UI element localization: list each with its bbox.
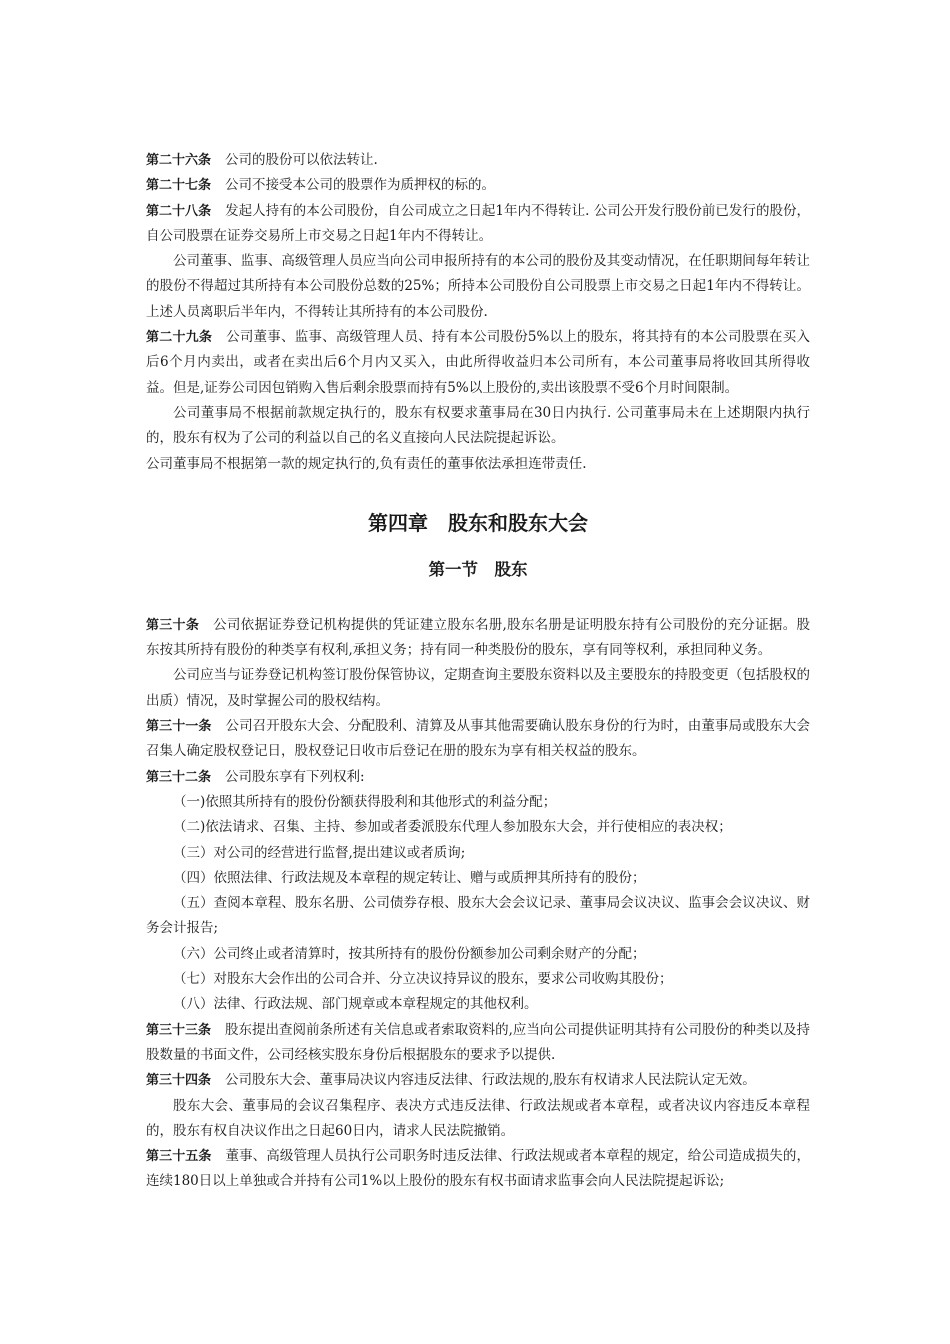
article-number: 第三十条: [146, 617, 200, 633]
article-number: 第二十六条: [146, 153, 212, 168]
article-26: [146, 148, 810, 173]
article-30: [146, 613, 810, 664]
article-text: 公司不接受本公司的股票作为质押权的标的。: [225, 177, 496, 194]
article-text: 董事、高级管理人员执行公司职务时违反法律、行政法规或者本章程的规定，给公司造成损失的，连续180日以上单独或合并持有公司1%以上股份的股东有权书面请求监事会向人民法院提起诉讼;: [146, 1148, 810, 1190]
article-28-paragraph-2: 公司董事、监事、高级管理人员应当向公司申报所持有的本公司的股份及其变动情况，在任职期间每年转让的股份不得超过其所持有本公司股份总数的25%；所持本公司股份自公司股票上市交易之日起1年内不得转让。上述人员离职后半年内，不得转让其所持有的本公司股份.: [146, 253, 810, 320]
article-30-paragraph-2: 公司应当与证券登记机构签订股份保管协议，定期查询主要股东资料以及主要股东的持股变更（包括股权的出质）情况，及时掌握公司的股权结构。: [146, 667, 810, 709]
rights-item-5: （五）查阅本章程、股东名册、公司债券存根、股东大会会议记录、董事局会议决议、监事会会议决议、财务会计报告;: [146, 895, 810, 937]
article-text: 公司董事、监事、高级管理人员、持有本公司股份5%以上的股东，将其持有的本公司股票在买入后6个月内卖出，或者在卖出后6个月内又买入，由此所得收益归本公司所有，本公司董事局将收回其所得收益。但是,证券公司因包销购入售后剩余股票而持有5%以上股份的,卖出该股票不受6个月时间限制。: [146, 329, 810, 396]
rights-item-1: （一)依照其所持有的股份份额获得股利和其他形式的利益分配；: [173, 793, 557, 810]
rights-item-4: （四）依照法律、行政法规及本章程的规定转让、赠与或质押其所持有的股份；: [173, 869, 646, 886]
article-text: 公司股东大会、董事局决议内容违反法律、行政法规的,股东有权请求人民法院认定无效。: [225, 1072, 756, 1089]
article-text: 发起人持有的本公司股份，自公司成立之日起1年内不得转让. 公司公开发行股份前已发行的股份，自公司股票在证券交易所上市交易之日起1年内不得转让。: [146, 202, 810, 244]
article-32: [146, 765, 810, 790]
article-35: [146, 1144, 810, 1195]
article-number: 第三十四条: [146, 1073, 212, 1089]
article-27: [146, 173, 810, 198]
rights-item-3: （三）对公司的经营进行监督,提出建议或者质询;: [173, 844, 466, 861]
rights-item-7: （七）对股东大会作出的公司合并、分立决议持异议的股东，要求公司收购其股份；: [173, 971, 673, 988]
article-number: 第二十七条: [146, 178, 212, 194]
article-number: 第三十五条: [146, 1149, 212, 1165]
article-text: 公司的股份可以依法转让.: [225, 152, 378, 168]
article-29: [146, 325, 810, 401]
article-number: 第二十八条: [146, 203, 212, 219]
article-28: [146, 199, 810, 250]
chapter-title: 第四章 股东和股东大会: [368, 510, 588, 535]
article-number: 第二十九条: [146, 330, 213, 346]
article-29-paragraph-2: 公司董事局不根据前款规定执行的，股东有权要求董事局在30日内执行. 公司董事局未在上述期限内执行的，股东有权为了公司的利益以自己的名义直接向人民法院提起诉讼。: [146, 404, 810, 447]
article-text: 公司股东享有下列权利:: [225, 768, 365, 785]
article-text: 公司依据证券登记机构提供的凭证建立股东名册,股东名册是证明股东持有公司股份的充分证据。股东按其所持有股份的种类享有权利,承担义务；持有同一种类股份的股东，享有同等权利，承担同种义务。: [146, 616, 810, 659]
rights-item-2: （二)依法请求、召集、主持、参加或者委派股东代理人参加股东大会，并行使相应的表决权；: [173, 819, 732, 836]
article-text: 股东提出查阅前条所述有关信息或者索取资料的,应当向公司提供证明其持有公司股份的种类以及持股数量的书面文件，公司经核实股东身份后根据股东的要求予以提供.: [146, 1021, 810, 1063]
article-number: 第三十二条: [146, 769, 212, 785]
rights-item-8: （八）法律、行政法规、部门规章或本章程规定的其他权利。: [173, 996, 538, 1013]
article-33: [146, 1018, 810, 1069]
rights-item-6: （六）公司终止或者清算时，按其所持有的股份份额参加公司剩余财产的分配；: [173, 945, 646, 962]
article-29-paragraph-3: 公司董事局不根据第一款的规定执行的,负有责任的董事依法承担连带责任.: [146, 455, 587, 472]
article-34-paragraph-2: 股东大会、董事局的会议召集程序、表决方式违反法律、行政法规或者本章程，或者决议内容违反本章程的，股东有权自决议作出之日起60日内，请求人民法院撤销。: [146, 1097, 810, 1139]
article-number: 第三十一条: [146, 719, 212, 735]
article-31: [146, 714, 810, 765]
document-body: [146, 148, 810, 1195]
section-title: 第一节 股东: [428, 559, 528, 579]
article-number: 第三十三条: [146, 1022, 212, 1038]
article-34: [146, 1068, 810, 1093]
article-text: 公司召开股东大会、分配股利、清算及从事其他需要确认股东身份的行为时，由董事局或股东大会召集人确定股权登记日，股权登记日收市后登记在册的股东为享有相关权益的股东。: [146, 718, 810, 760]
